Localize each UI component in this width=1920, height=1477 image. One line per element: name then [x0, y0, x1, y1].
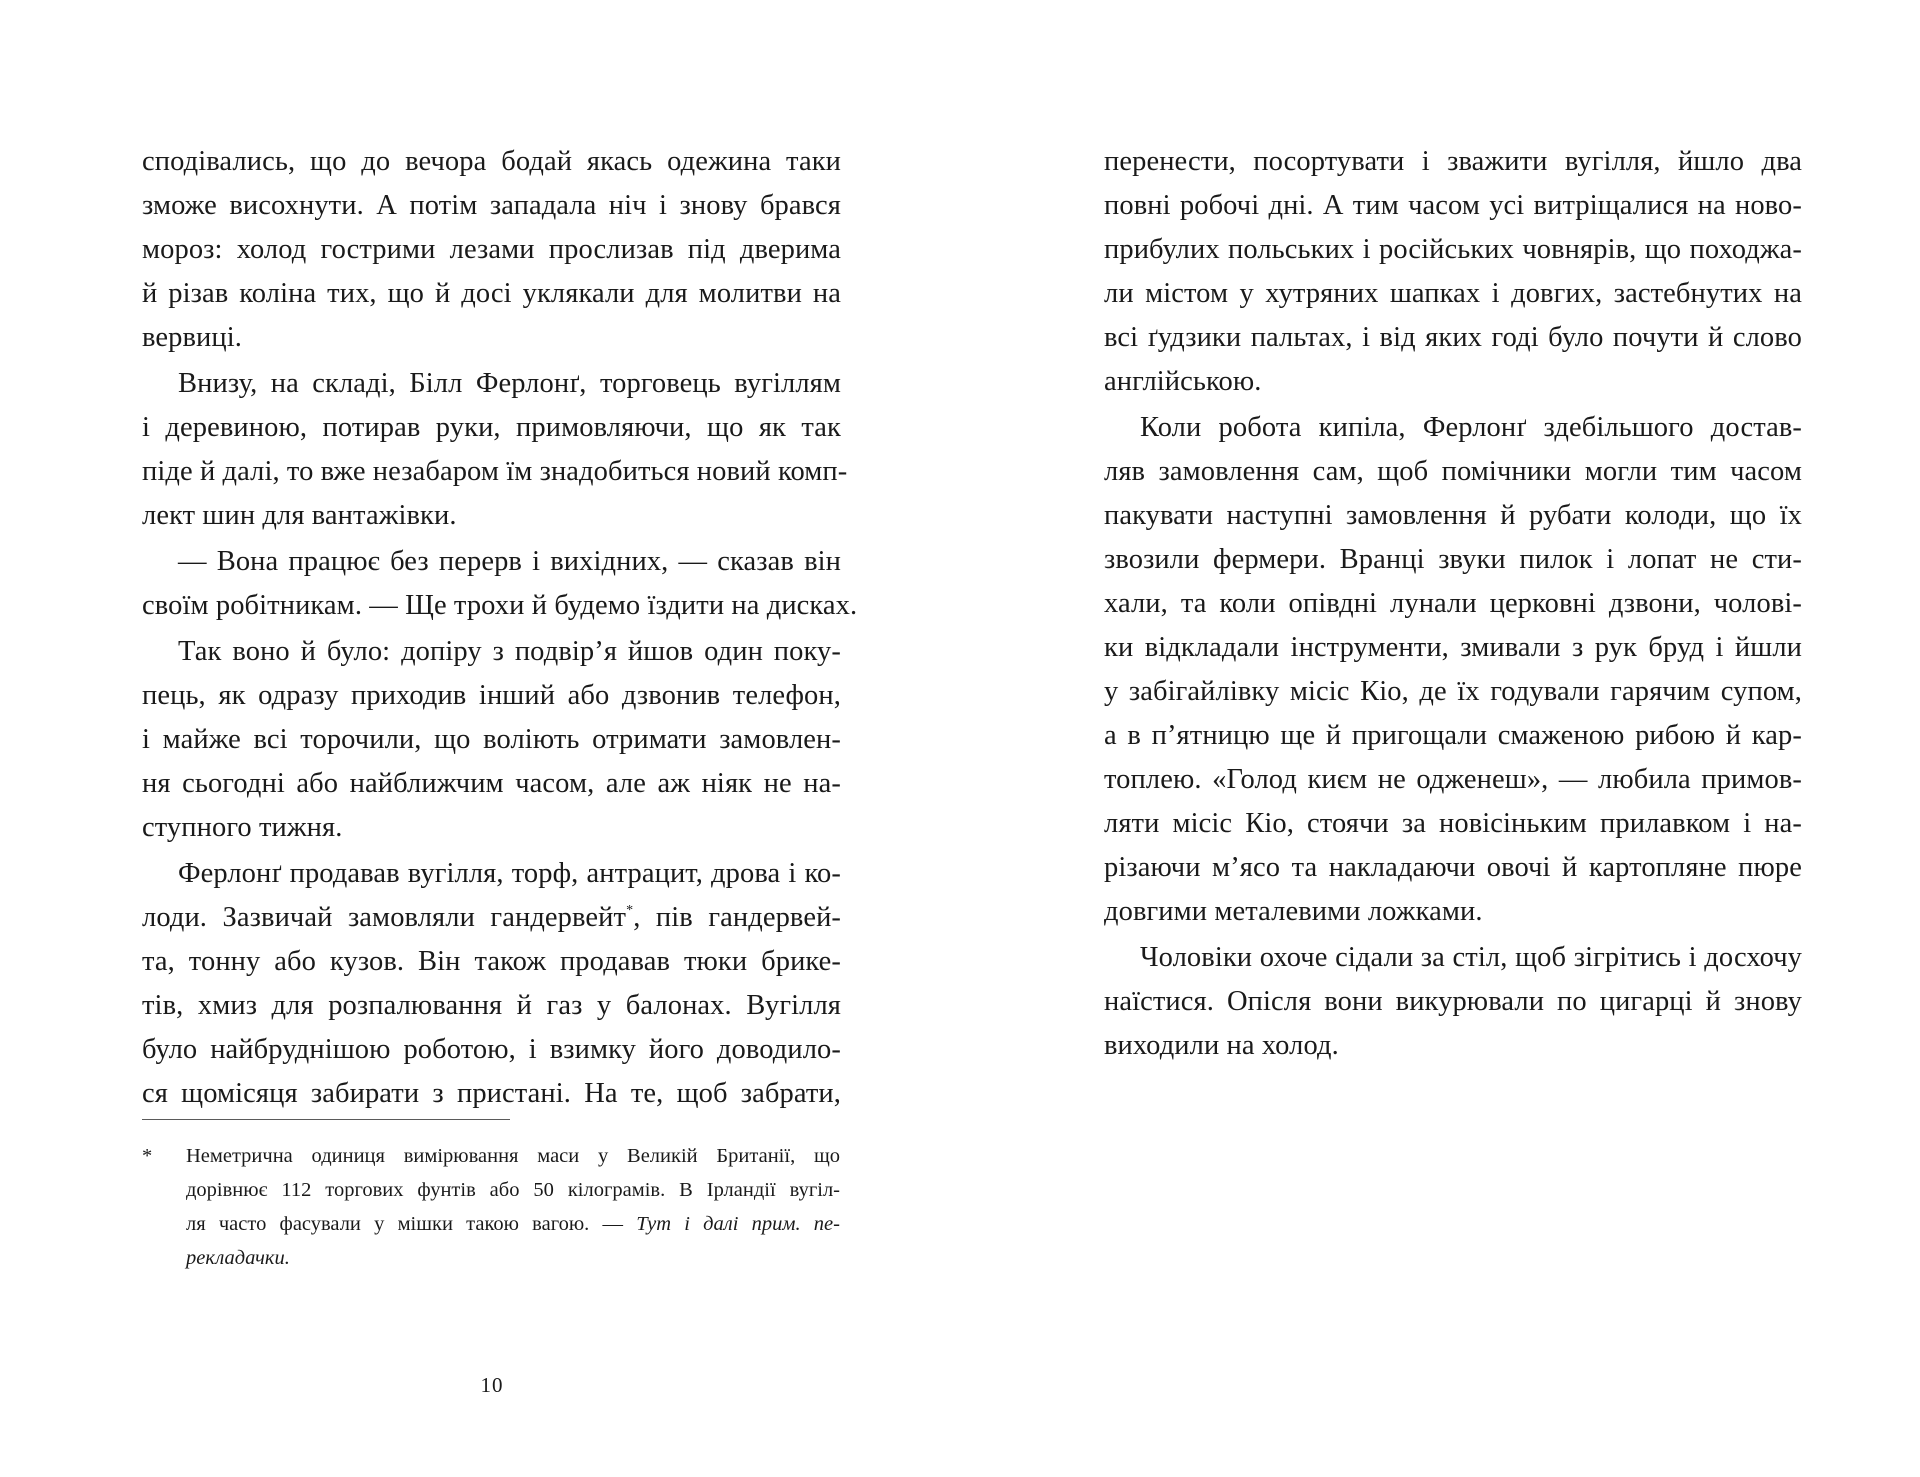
footnote-marker: *	[142, 1145, 153, 1167]
text-line: вервиці.	[142, 322, 242, 353]
footnote-line	[186, 1208, 840, 1240]
text-line: ся щомісяця забирати з пристані. На те, щоб забрати,	[142, 1078, 841, 1109]
text-line: у забігайлівку місіс Кіо, де їх годували гарячим супом,	[1104, 676, 1802, 707]
text-line: наїстися. Опісля вони викурювали по цигарці й знову	[1104, 986, 1802, 1017]
text-line: своїм робітникам. — Ще трохи й будемо їздити на дисках.	[142, 590, 858, 621]
text-line: зможе висохнути. А потім западала ніч і знову брався	[142, 190, 841, 221]
text-line: звозили фермери. Вранці звуки пилок і лопат не сти-	[1104, 544, 1802, 575]
text-line: пакувати наступні замовлення й рубати колоди, що їх	[1104, 500, 1802, 531]
text-line: прибулих польських і російських човнярів, що походжа-	[1104, 234, 1802, 265]
footnote-italic-fragment: Тут і далі прим. пе-	[636, 1213, 840, 1235]
text-line: ки відкладали інструменти, змивали з рук бруд і йшли	[1104, 632, 1802, 663]
text-line: а в п’ятницю ще й пригощали смаженою рибою й кар-	[1104, 720, 1802, 751]
footnote-divider	[142, 1119, 510, 1120]
text-line: Чоловіки охоче сідали за стіл, щоб зігрітись і досхочу	[1140, 942, 1802, 973]
text-line: Так воно й було: допіру з подвір’я йшов один поку-	[178, 636, 841, 667]
text-line: виходили на холод.	[1104, 1030, 1339, 1061]
footnote-line: рекладачки.	[186, 1247, 290, 1269]
text-line: хали, та коли опівдні лунали церковні дзвони, чолові-	[1104, 588, 1802, 619]
text-line-with-footnote-ref	[142, 896, 841, 940]
footnote-line: Неметрична одиниця вимірювання маси у Великій Британії, що	[186, 1145, 840, 1167]
text-line: топлею. «Голод києм не одженеш», — любила примов-	[1104, 764, 1802, 795]
text-line: сподівались, що до вечора бодай якась одежина таки	[142, 146, 841, 177]
text-line: Ферлонґ продавав вугілля, торф, антрацит, дрова і ко-	[178, 858, 841, 889]
text-line: тів, хмиз для розпалювання й газ у балонах. Вугілля	[142, 990, 841, 1021]
page-number: 10	[480, 1373, 504, 1397]
text-line: перенести, посортувати і зважити вугілля, йшло два	[1104, 146, 1802, 177]
text-line: ступного тижня.	[142, 812, 343, 843]
text-line: ляти місіс Кіо, стоячи за новісіньким прилавком і на-	[1104, 808, 1802, 839]
text-line: й різав коліна тих, що й досі уклякали для молитви на	[142, 278, 841, 309]
text-line: ли містом у хутряних шапках і довгих, застебнутих на	[1104, 278, 1802, 309]
text-line: англійською.	[1104, 366, 1262, 397]
text-line: — Вона працює без перерв і вихідних, — сказав він	[178, 546, 841, 577]
text-line: ляв замовлення сам, щоб помічники могли тим часом	[1104, 456, 1802, 487]
text-fragment: лоди. Зазвичай замовляли гандервейт	[142, 902, 627, 933]
text-line: мороз: холод гострими лезами прослизав під дверима	[142, 234, 841, 265]
text-line: різаючи м’ясо та накладаючи овочі й картопляне пюре	[1104, 852, 1802, 883]
text-fragment: , пів гандервей-	[633, 902, 842, 933]
footnote-line: дорівнює 112 торгових фунтів або 50 кілограмів. В Ірландії вугіл-	[186, 1179, 840, 1201]
footnote-reference: *	[626, 903, 634, 918]
text-line: Коли робота кипіла, Ферлонґ здебільшого достав-	[1140, 412, 1802, 443]
text-line: повні робочі дні. А тим часом усі витріщалися на ново-	[1104, 190, 1802, 221]
text-line: і майже всі торочили, що воліють отримати замовлен-	[142, 724, 841, 755]
text-line: Внизу, на складі, Білл Ферлонґ, торговець вугіллям	[178, 368, 841, 399]
text-line: ня сьогодні або найближчим часом, але аж ніяк не на-	[142, 768, 841, 799]
text-line: довгими металевими ложками.	[1104, 896, 1483, 927]
text-line: та, тонну або кузов. Він також продавав тюки брике-	[142, 946, 841, 977]
text-line: лект шин для вантажівки.	[142, 500, 457, 531]
text-line: всі ґудзики пальтах, і від яких годі було почути й слово	[1104, 322, 1802, 353]
text-line: піде й далі, то вже незабаром їм знадобиться новий комп-	[142, 456, 848, 487]
text-line: було найбруднішою роботою, і взимку його доводило-	[142, 1034, 841, 1065]
text-line: і деревиною, потирав руки, примовляючи, що як так	[142, 412, 841, 443]
text-line: пець, як одразу приходив інший або дзвонив телефон,	[142, 680, 841, 711]
footnote-fragment: ля часто фасували у мішки такою вагою. —	[186, 1213, 637, 1235]
